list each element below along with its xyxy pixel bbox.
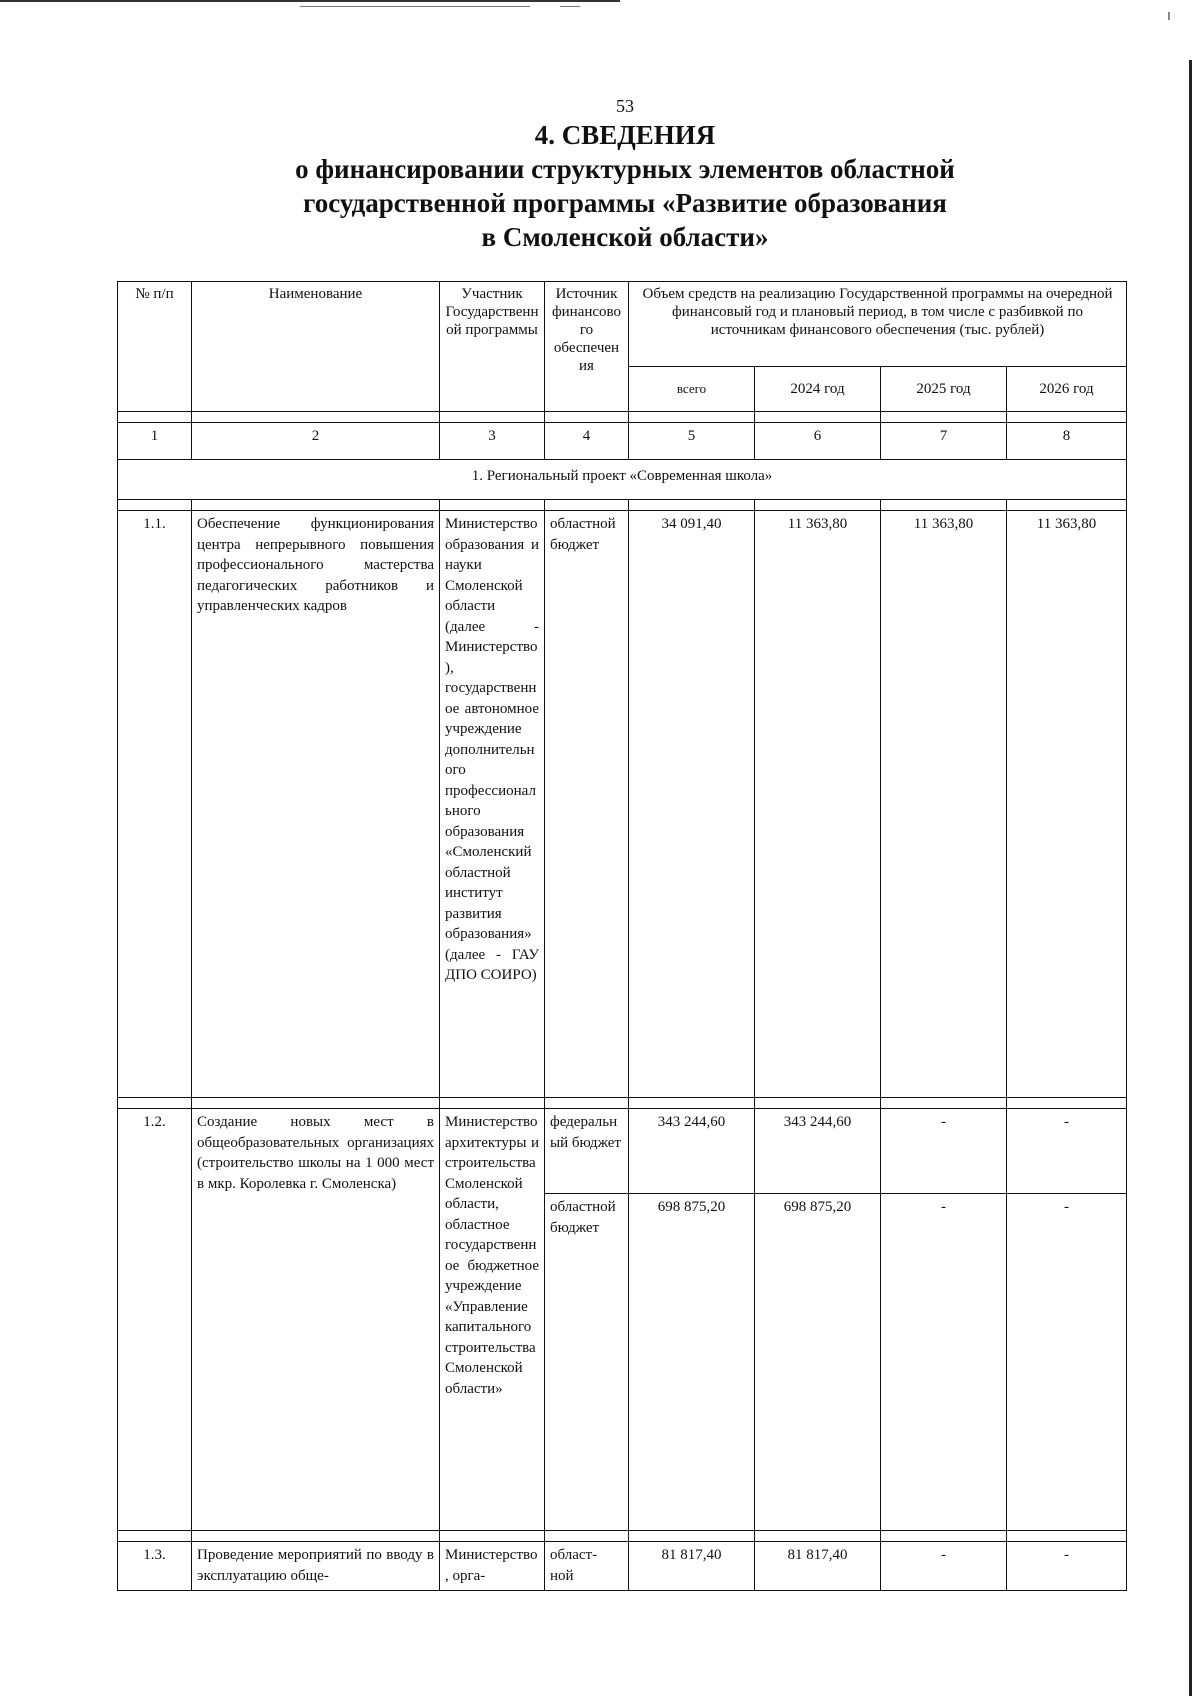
row-name: Проведение мероприятий по вводу в эксплуатацию обще- (192, 1542, 440, 1591)
column-number: 3 (440, 423, 545, 460)
table-row (118, 1542, 1127, 1591)
scan-edge-right (1189, 60, 1192, 1696)
row-num: 1.2. (118, 1109, 192, 1531)
scan-edge-top (0, 0, 620, 2)
column-number-row (118, 423, 1127, 460)
row-source: федеральный бюджет (545, 1109, 629, 1194)
row-2026: - (1007, 1109, 1127, 1194)
row-2026: - (1007, 1542, 1127, 1591)
scan-mark (1168, 12, 1170, 20)
column-number: 4 (545, 423, 629, 460)
row-participant: Министерство архитектуры и строительства Смоленской области, областное государственное бюджетное учреждение «Управление капитального строительства Смоленской области» (440, 1109, 545, 1531)
header-total: всего (629, 367, 755, 412)
scan-dash (300, 6, 530, 7)
row-source: областной бюджет (545, 1194, 629, 1531)
header-2024: 2024 год (755, 367, 881, 412)
row-total: 81 817,40 (629, 1542, 755, 1591)
row-name: Создание новых мест в общеобразовательных организациях (строительство школы на 1 000 мест в мкр. Королевка г. Смоленска) (192, 1109, 440, 1531)
header-participant: Участник Государственной программы (440, 282, 545, 412)
row-2026: 11 363,80 (1007, 511, 1127, 1098)
page-number: 53 (616, 96, 634, 116)
row-2025: 11 363,80 (881, 511, 1007, 1098)
header-volume: Объем средств на реализацию Государственной программы на очередной финансовый год и плановый период, в том числе с разбивкой по источникам финансового обеспечения (тыс. рублей) (629, 282, 1127, 367)
title-line-1: 4. СВЕДЕНИЯ (534, 120, 716, 150)
title-line-3: государственной программы «Развитие образования (303, 188, 947, 218)
section-row (118, 460, 1127, 500)
header-name: Наименование (192, 282, 440, 412)
row-total: 343 244,60 (629, 1109, 755, 1194)
financing-table (117, 281, 1127, 1591)
document-title (0, 118, 1200, 254)
row-2026: - (1007, 1194, 1127, 1531)
row-participant: Министерство, орга- (440, 1542, 545, 1591)
row-2024: 698 875,20 (755, 1194, 881, 1531)
header-source: Источник финансового обеспечения (545, 282, 629, 412)
header-num: № п/п (118, 282, 192, 412)
scan-dash (560, 6, 580, 7)
column-number: 8 (1007, 423, 1127, 460)
row-total: 698 875,20 (629, 1194, 755, 1531)
row-total: 34 091,40 (629, 511, 755, 1098)
column-number: 5 (629, 423, 755, 460)
header-2026: 2026 год (1007, 367, 1127, 412)
table-row (118, 511, 1127, 1098)
section-title: 1. Региональный проект «Современная школа» (118, 460, 1127, 500)
row-2025: - (881, 1109, 1007, 1194)
title-line-4: в Смоленской области» (481, 222, 769, 252)
row-name: Обеспечение функционирования центра непрерывного повышения профессионального мастерства педагогических работников и управленческих кадров (192, 511, 440, 1098)
row-source: област- ной (545, 1542, 629, 1591)
row-2024: 81 817,40 (755, 1542, 881, 1591)
row-gap (118, 1098, 1127, 1109)
row-2025: - (881, 1542, 1007, 1591)
title-line-2: о финансировании структурных элементов областной (295, 154, 955, 184)
row-source: областной бюджет (545, 511, 629, 1098)
row-gap (118, 1531, 1127, 1542)
row-2025: - (881, 1194, 1007, 1531)
column-number: 2 (192, 423, 440, 460)
header-gap (118, 412, 1127, 423)
row-num: 1.3. (118, 1542, 192, 1591)
header-row (118, 282, 1127, 367)
row-2024: 343 244,60 (755, 1109, 881, 1194)
row-num: 1.1. (118, 511, 192, 1098)
row-2024: 11 363,80 (755, 511, 881, 1098)
row-participant: Министерство образования и науки Смоленской области (далее - Министерство), государственное автономное учреждение дополнительного профессионального образования «Смоленский областной институт развития образования» (далее - ГАУ ДПО СОИРО) (440, 511, 545, 1098)
header-2025: 2025 год (881, 367, 1007, 412)
column-number: 7 (881, 423, 1007, 460)
column-number: 1 (118, 423, 192, 460)
table-row (118, 1109, 1127, 1194)
section-gap (118, 500, 1127, 511)
column-number: 6 (755, 423, 881, 460)
